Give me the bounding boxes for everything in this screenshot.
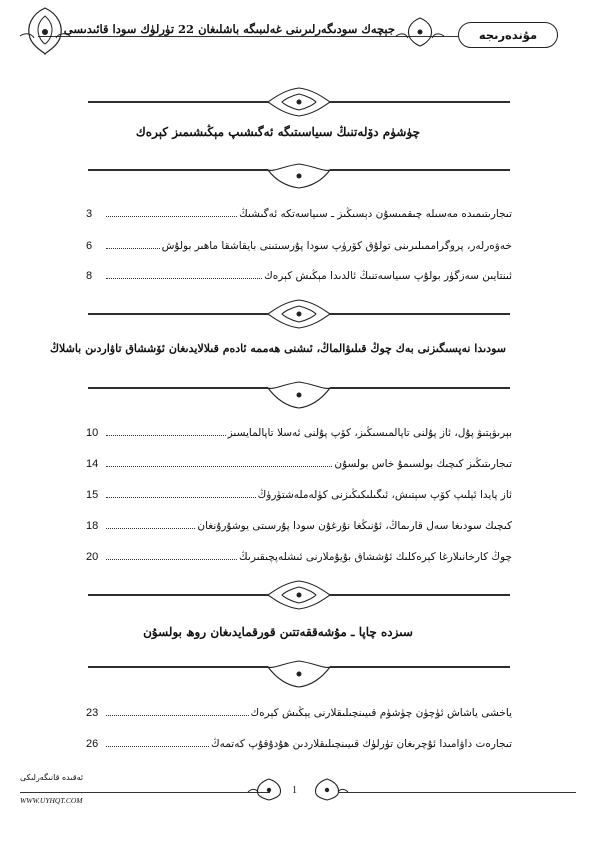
toc-entry-page: 26 <box>86 738 99 750</box>
section-divider-top <box>88 82 510 122</box>
contents-badge-label: مۇندەرىجە <box>478 28 538 42</box>
toc-entry-page: 6 <box>86 240 93 252</box>
dot-leader <box>106 216 237 217</box>
toc-entry[interactable] <box>86 266 512 282</box>
footer-right-ornament <box>304 776 350 802</box>
toc-entry-page: 10 <box>86 427 99 439</box>
toc-entry-title: چوڭ كارخانىلارغا كېرەكلىك ئۇششاق بۇيۇملارنى ئىشلەپچىقىرىڭ <box>239 551 512 563</box>
toc-entry-title: كىچىك سودىغا سەل قارىماڭ، ئۇنىڭغا نۇرغۇن سودا پۇرسىتى يوشۇرۇنغان <box>197 520 512 532</box>
toc-entry-page: 14 <box>86 458 99 470</box>
toc-entry[interactable] <box>86 454 512 470</box>
section-title-3: سىزدە چاپا ـ مۇشەققەتتىن قورقمايدىغان روھ بولسۇن <box>143 625 413 639</box>
footer-publisher-name: ئەقىدە قانىگەرلىكى <box>20 773 84 782</box>
toc-entry[interactable] <box>86 236 512 252</box>
toc-entry-page: 23 <box>86 707 99 719</box>
toc-entry-page: 3 <box>86 208 93 220</box>
toc-entry[interactable] <box>86 516 512 532</box>
footer-website-link[interactable]: WWW.UYHQT.COM <box>20 796 83 805</box>
footer-rule-left <box>20 792 270 793</box>
page-number: 1 <box>292 785 297 796</box>
toc-entry-title: تىجارىتىڭىز كىچىك بولسىمۇ خاس بولسۇن <box>334 458 512 470</box>
section-title-1: چۈشۈم دۆلەتنىڭ سىياسىتىگە ئەگىشىپ مېڭىشىمىز كېرەك <box>135 125 421 139</box>
toc-entry-title: بېرىۋېتىۋ پۇل، ئاز پۇلنى تاپالمىسىڭىز، كۆپ پۇلنى ئەسلا تاپالمايسىز <box>227 427 512 439</box>
dot-leader <box>106 278 262 279</box>
footer-rule-right <box>338 792 576 793</box>
dot-leader <box>106 715 249 716</box>
contents-badge <box>458 22 558 48</box>
section-divider-top <box>88 294 510 334</box>
toc-entry-title: تىجارەت داۋامىدا ئۇچرىغان تۈرلۈك قىيىنچىلىقلاردىن ھۇدۇقۇپ كەتمەڭ <box>210 738 512 750</box>
toc-entry[interactable] <box>86 703 512 719</box>
toc-entry-title: تىجارىتىمىدە مەسىلە چىقمىسۇن دېسىڭىز ـ سىياسەتكە ئەگىشىڭ <box>239 208 512 220</box>
toc-entry[interactable] <box>86 734 512 750</box>
toc-entry[interactable] <box>86 423 512 439</box>
section-divider-bottom <box>88 655 510 695</box>
section-divider-top <box>88 575 510 615</box>
toc-entry-title: ئاز پايدا ئېلىپ كۆپ سېتىش، ئىگىلىكىڭىزنى كۈلەملەشتۈرۈڭ <box>257 489 512 501</box>
toc-entry[interactable] <box>86 204 512 220</box>
page-header <box>0 0 596 80</box>
header-book-title: جېچەك سودىگەرلىرىنى غەلىبىگە باشلىغان 22 تۈرلۈك سودا قائىدىسى <box>63 22 395 36</box>
toc-entry-page: 20 <box>86 551 99 563</box>
toc-entry[interactable] <box>86 485 512 501</box>
dot-leader <box>106 466 332 467</box>
section-divider-bottom <box>88 376 510 416</box>
section-divider-bottom <box>88 156 510 196</box>
dot-leader <box>106 528 195 529</box>
dot-leader <box>106 435 226 436</box>
toc-entry-title: ياخشى ياشاش ئۈچۈن چۈشۈم قىيىنچىلىقلارنى يېڭىش كېرەك <box>250 707 512 719</box>
dot-leader <box>106 559 237 560</box>
toc-entry-title: ئىنتايىن سەزگۈر بولۇپ سىياسەتنىڭ ئالدىدا مېڭىش كېرەك <box>264 270 512 282</box>
dot-leader <box>106 248 160 249</box>
toc-entry-page: 8 <box>86 270 93 282</box>
header-right-ornament <box>392 14 448 50</box>
toc-entry[interactable] <box>86 547 512 563</box>
toc-entry-page: 18 <box>86 520 99 532</box>
toc-entry-page: 15 <box>86 489 99 501</box>
toc-entry-title: خەۋەرلەر، پروگراممىلىرىنى تولۇق كۆرۈپ سودا پۇرسىتىنى بايقاشقا ماھىر بولۇش <box>161 240 512 252</box>
dot-leader <box>106 497 256 498</box>
dot-leader <box>106 746 209 747</box>
footer-left-ornament <box>246 776 292 802</box>
section-title-2: سودىدا نەپسىگىزنى بەك چوڭ قىلىۋالماڭ، ئىشنى ھەممە ئادەم قىلالايدىغان ئۆششاق تاۋاردىن باشلاڭ <box>49 342 506 355</box>
